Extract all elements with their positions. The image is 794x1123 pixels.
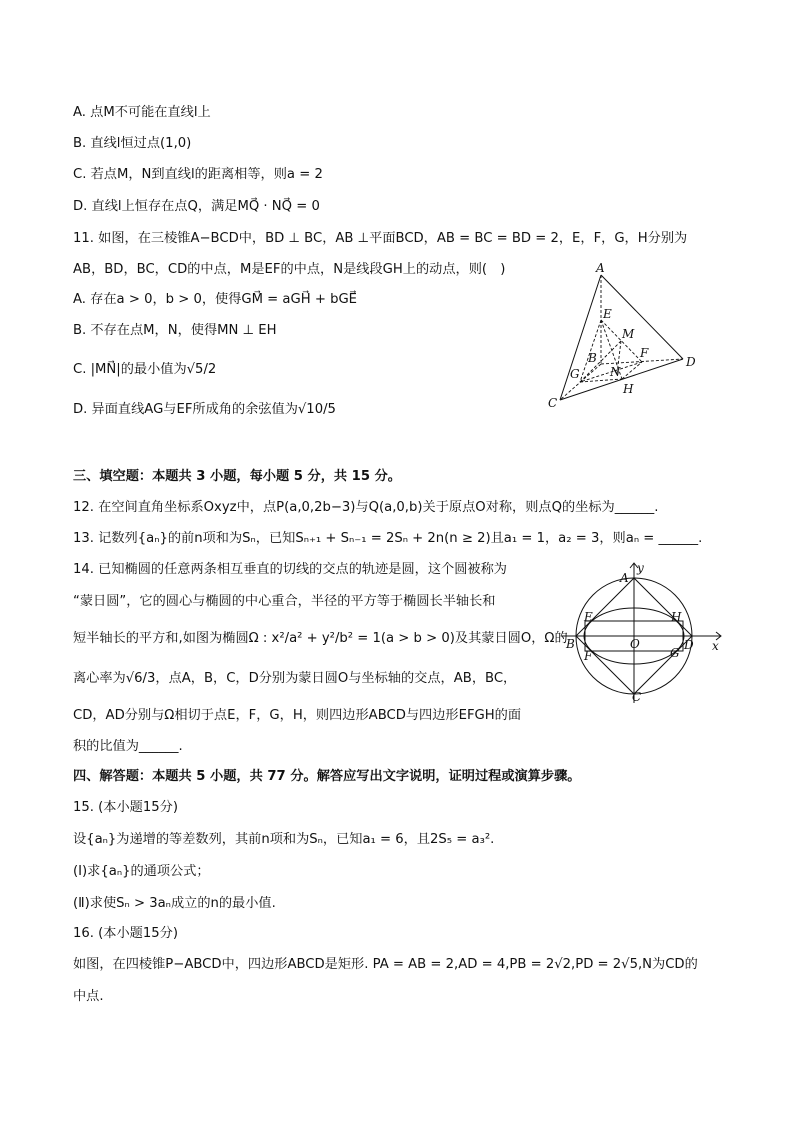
q10-option-c: C. 若点M，N到直线l的距离相等，则a = 2: [73, 167, 323, 182]
fig11-label-F: F: [640, 346, 649, 360]
q11-option-d: D. 异面直线AG与EF所成角的余弦值为√10/5: [73, 402, 336, 417]
q11-option-a: A. 存在a > 0，b > 0，使得GM⃗ = aGH⃗ + bGE⃗: [73, 292, 358, 307]
fig14-label-C: C: [632, 690, 642, 704]
fig14-label-D: D: [684, 638, 694, 652]
fig14-label-A: A: [620, 571, 629, 585]
fig11-label-N: N: [610, 365, 621, 379]
q15-stem: 设{aₙ}为递增的等差数列，其前n项和为Sₙ，已知a₁ = 6，且2S₅ = a₃².: [73, 832, 495, 847]
fig14-label-B: B: [566, 637, 575, 651]
fig11-label-H: H: [623, 382, 634, 396]
q16-stem-line1: 如图，在四棱锥P−ABCD中，四边形ABCD是矩形. PA = AB = 2,AD = 4,PB = 2√2,PD = 2√5,N为CD的: [73, 957, 698, 972]
fig11-label-E: E: [603, 307, 612, 321]
q14-line3: 短半轴长的平方和,如图为椭圆Ω : x²/a² + y²/b² = 1(a > b > 0)及其蒙日圆O，Ω的: [73, 631, 568, 646]
q11-option-b: B. 不存在点M，N，使得MN ⊥ EH: [73, 323, 277, 338]
fig14-label-E: E: [584, 610, 593, 624]
section-3-heading: 三、填空题：本题共 3 小题，每小题 5 分，共 15 分。: [73, 469, 401, 484]
pyramid-figure: [540, 258, 705, 413]
q12-text: 12. 在空间直角坐标系Oxyz中，点P(a,0,2b−3)与Q(a,0,b)关于原点O对称，则点Q的坐标为______.: [73, 500, 659, 515]
q14-line4: 离心率为√6/3，点A，B，C，D分别为蒙日圆O与坐标轴的交点，AB，BC，: [73, 671, 517, 686]
q14-line6: 积的比值为______.: [73, 739, 183, 754]
q11-stem-line1: 11. 如图，在三棱锥A−BCD中，BD ⊥ BC，AB ⊥平面BCD，AB = BC = BD = 2，E，F，G，H分别为: [73, 231, 688, 246]
section-4-heading: 四、解答题：本题共 5 小题，共 77 分。解答应写出文字说明，证明过程或演算步骤。: [73, 769, 581, 784]
q11-stem-line2: AB，BD，BC，CD的中点，M是EF的中点，N是线段GH上的动点，则( ): [73, 262, 506, 277]
fig14-label-O: O: [630, 637, 640, 651]
fig11-label-M: M: [622, 327, 635, 341]
q14-line2: “蒙日圆”，它的圆心与椭圆的中心重合，半径的平方等于椭圆长半轴长和: [73, 594, 496, 609]
fig11-label-D: D: [686, 355, 696, 369]
fig14-label-F: F: [584, 649, 593, 663]
q15-heading: 15. (本小题15分): [73, 800, 178, 815]
fig14-axis-x: x: [712, 639, 719, 653]
fig14-label-G: G: [670, 646, 680, 660]
q11-option-c: C. |MN⃗|的最小值为√5/2: [73, 362, 217, 377]
q13-text: 13. 记数列{aₙ}的前n项和为Sₙ，已知Sₙ₊₁ + Sₙ₋₁ = 2Sₙ + 2n(n ≥ 2)且a₁ = 1，a₂ = 3，则aₙ = ______.: [73, 531, 703, 546]
q14-line1: 14. 已知椭圆的任意两条相互垂直的切线的交点的轨迹是圆，这个圆被称为: [73, 562, 507, 577]
q10-option-a: A. 点M不可能在直线l上: [73, 105, 211, 120]
fig14-axis-y: y: [637, 561, 644, 575]
fig11-label-B: B: [588, 351, 597, 365]
q10-option-b: B. 直线l恒过点(1,0): [73, 136, 192, 151]
q15-part-ii: (Ⅱ)求使Sₙ > 3aₙ成立的n的最小值.: [73, 896, 276, 911]
fig11-label-G: G: [570, 367, 580, 381]
q14-line5: CD，AD分别与Ω相切于点E，F，G，H，则四边形ABCD与四边形EFGH的面: [73, 708, 522, 723]
fig11-label-C: C: [548, 396, 558, 410]
q16-heading: 16. (本小题15分): [73, 926, 178, 941]
q10-option-d: D. 直线l上恒存在点Q，满足MQ⃗ · NQ⃗ = 0: [73, 199, 320, 214]
q16-stem-line2: 中点.: [73, 989, 104, 1004]
fig11-label-A: A: [596, 261, 605, 275]
fig14-label-H: H: [671, 610, 682, 624]
q15-part-i: (Ⅰ)求{aₙ}的通项公式；: [73, 864, 210, 879]
monge-circle-figure: [556, 560, 728, 705]
